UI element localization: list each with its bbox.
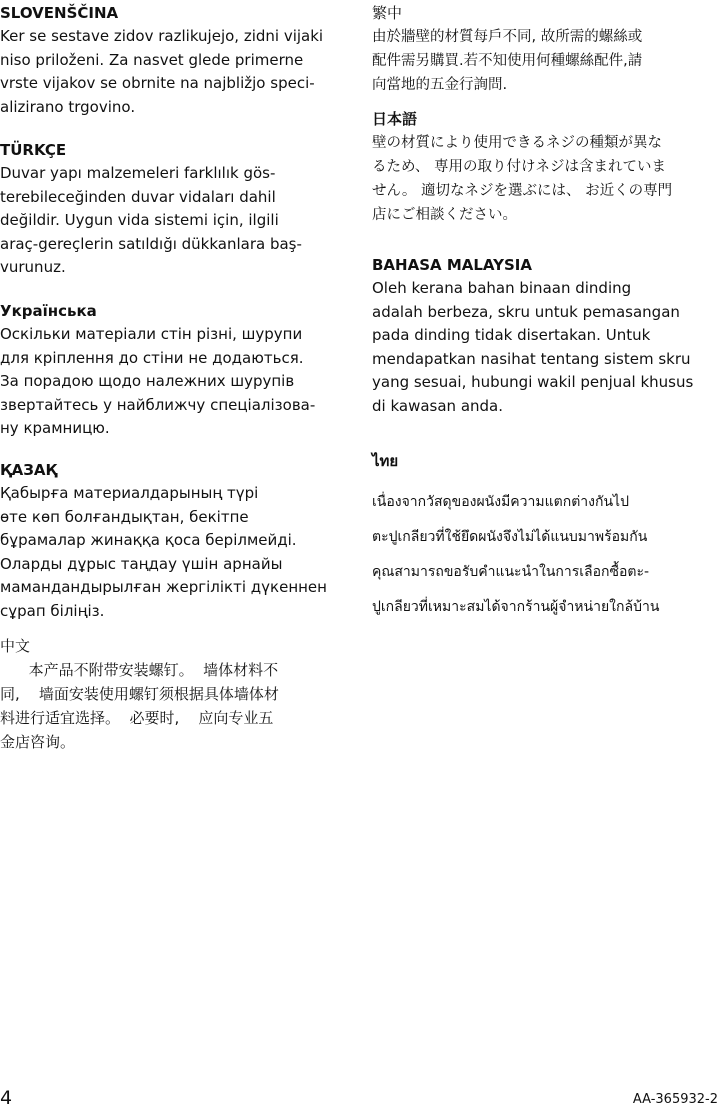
section-text: Ker se sestave zidov razlikujejo, zidni vijaki niso priloženi. Za nasvet glede primerne vrste vijakov se obrnite na najbližjo speci- alizirano trgovino. (0, 27, 324, 116)
section-heading: BAHASA MALAYSIA (372, 256, 532, 274)
section-text: 壁の材質により使用できるネジの種類が異な るため、 専用の取り付けネジは含まれていま せん。 適切なネジを選ぶには、 お近くの専門 店にご相談ください。 (372, 135, 673, 223)
section-text: 由於牆壁的材質每戶不同, 故所需的螺絲或 配件需另購買.若不知使用何種螺絲配件,請 向當地的五金行詢問. (372, 29, 643, 93)
section-heading: Українська (0, 302, 97, 320)
section-text: Duvar yapı malzemeleri farklılık gös- terebileceğinden duvar vidaları dahil değildir. Uygun vida sistemi için, ilgili araç-gereçlerin satıldığı dükkanlara baş- vurunuz. (0, 164, 302, 276)
section-text: Оскільки матеріали стін різні, шурупи для кріплення до стіни не додаються. За порадою щодо належних шурупів звертайтесь у найближчу спеціалізова- ну крамницю. (0, 325, 316, 437)
section-heading: SLOVENŠČINA (0, 4, 119, 22)
section-turkce (0, 138, 352, 280)
section-text: 本产品不附带安装螺钉。 墙体材料不 同, 墙面安装使用螺钉须根据具体墙体材 料进行适宜选择。 必要时, 应向专业五 金店咨询。 (0, 661, 279, 751)
section-heading: TÜRKÇE (0, 141, 67, 159)
section-nihongo (372, 107, 718, 227)
section-bahasa (372, 253, 718, 418)
section-kazak (0, 458, 352, 623)
page-number: 4 (0, 1087, 13, 1109)
section-heading: 繁中 (372, 4, 403, 22)
section-zhongwen (0, 634, 352, 754)
section-heading: ไทย (372, 452, 399, 470)
section-heading: 中文 (0, 637, 31, 655)
section-ukrainska (0, 299, 352, 441)
section-text: Қабырға материалдарының түрі өте көп болғандықтан, бекітпе бұрамалар жинаққа қоса берілмейді. Оларды дұрыс таңдау үшін арнайы мамандандырылған жергілікті дүкеннен сұрап біліңіз. (0, 484, 327, 620)
section-heading: 日本語 (372, 110, 418, 128)
section-heading: ҚАЗАҚ (0, 461, 58, 479)
section-text: เนื่องจากวัสดุของผนังมีความแตกต่างกันไป ตะปูเกลียวที่ใช้ยึดผนังจึงไม่ได้แนบมาพร้อมกัน คุณสามารถขอรับคำแนะนำในการเลือกซื้อตะ- ปูเกลียวที่เหมาะสมได้จากร้านผู้จำหน่ายใกล้บ้าน (372, 494, 660, 615)
section-slovenscina (0, 1, 352, 119)
section-fanzhong (372, 1, 718, 97)
section-thai (372, 449, 718, 625)
section-text: Oleh kerana bahan binaan dinding adalah berbeza, skru untuk pemasangan pada dinding tidak disertakan. Untuk mendapatkan nasihat tentang sistem skru yang sesuai, hubungi wakil penjual khusus di kawasan anda. (372, 279, 694, 415)
document-code: AA-365932-2 (632, 1092, 718, 1107)
